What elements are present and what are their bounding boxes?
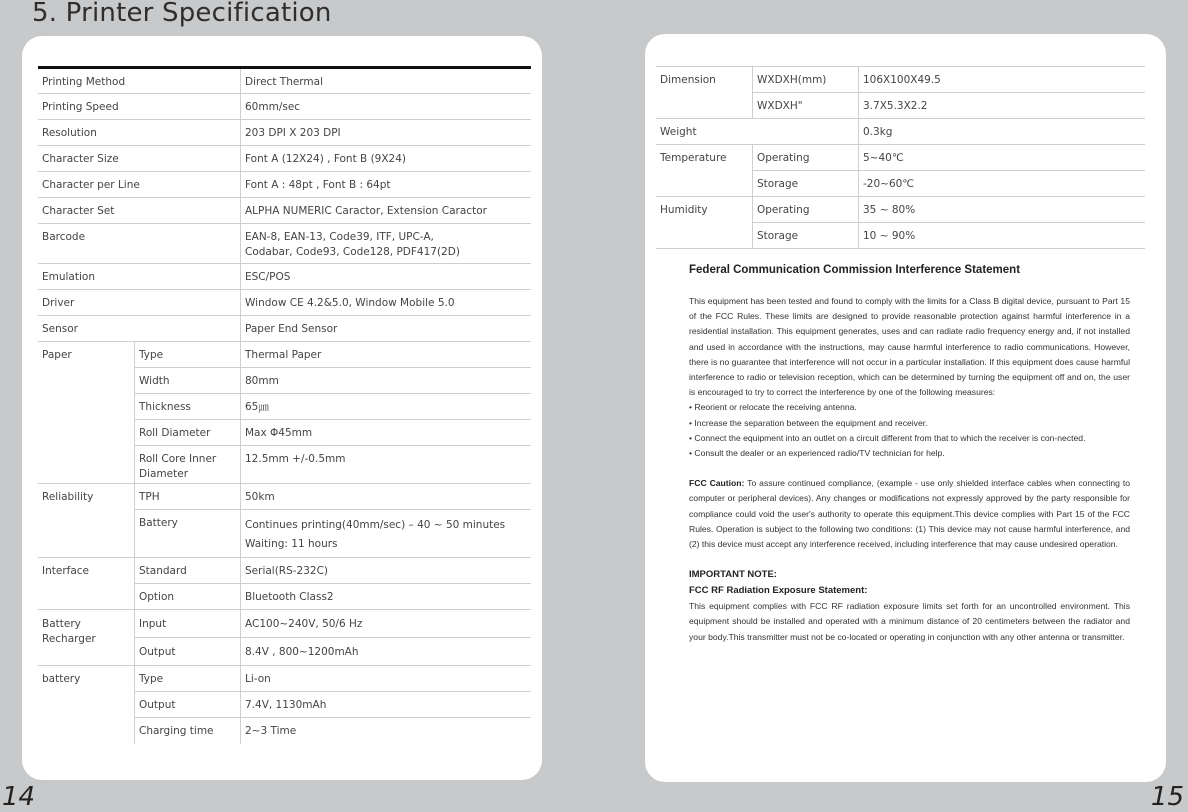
- spec-sublabel: Charging time: [139, 725, 214, 737]
- spec-label: Barcode: [42, 231, 86, 243]
- spec-value: Waiting: 11 hours: [245, 538, 338, 550]
- spec-value: AC100~240V, 50/6 Hz: [245, 618, 363, 630]
- table-row: [656, 119, 1145, 145]
- spec-sublabel: Thickness: [139, 401, 191, 413]
- group-label: Paper: [42, 349, 72, 361]
- table-row: [38, 146, 531, 172]
- spec-sublabel: WXDXH(mm): [757, 74, 827, 86]
- spec-label: Driver: [42, 297, 75, 309]
- group-label: Reliability: [42, 491, 94, 503]
- spec-value: Thermal Paper: [245, 349, 322, 361]
- spec-sublabel: Option: [139, 591, 175, 603]
- spec-sublabel: Roll Core Inner: [139, 453, 217, 465]
- spec-value: Font A : 48pt , Font B : 64pt: [245, 179, 391, 191]
- group-label: battery: [42, 673, 81, 685]
- spec-label: Weight: [660, 126, 697, 138]
- table-row: [38, 264, 531, 290]
- printer-spec-table: [38, 66, 531, 744]
- spec-label: Character Set: [42, 205, 115, 217]
- fcc-statement: [689, 264, 1130, 645]
- spec-value: Paper End Sensor: [245, 323, 338, 335]
- spec-label: Resolution: [42, 127, 97, 139]
- fcc-caution-text: To assure continued compliance, (example - use only shielded interface cables when connecting to computer or peripheral devices). Any changes or modifications not expressly approved by the party responsible for compliance could void the user's authority to operate this equipment.This device complies with Part 15 of the FCC Rules. Operation is subject to the following two conditions: (1) This device may not cause harmful interference, and (2) this device must accept any interference received, including interference that may cause undesired operation.: [689, 478, 1130, 550]
- spec-value: 80mm: [245, 375, 279, 387]
- rf-exposure-title: FCC RF Radiation Exposure Statement:: [689, 585, 868, 597]
- right-page-card: [645, 34, 1166, 782]
- table-row: [656, 197, 1145, 223]
- spec-sublabel: Diameter: [139, 468, 189, 480]
- page-title: 5. Printer Specification: [32, 0, 332, 28]
- spec-sublabel: TPH: [139, 491, 160, 503]
- table-row: [38, 666, 531, 692]
- spec-value: 106X100X49.5: [863, 74, 941, 86]
- spec-value: EAN-8, EAN-13, Code39, ITF, UPC-A,: [245, 231, 434, 243]
- table-row: [38, 172, 531, 198]
- spec-sublabel: Output: [139, 699, 176, 711]
- spec-value: 7.4V, 1130mAh: [245, 699, 327, 711]
- physical-spec-table: [656, 66, 1145, 249]
- group-label: Battery Recharger: [42, 618, 96, 645]
- table-row: [38, 68, 531, 94]
- spec-value: 0.3kg: [863, 126, 893, 138]
- spec-sublabel: Operating: [757, 204, 810, 216]
- spec-value: 8.4V , 800~1200mAh: [245, 646, 359, 658]
- table-row: [38, 198, 531, 224]
- spec-sublabel: Type: [139, 673, 164, 685]
- spec-sublabel: Input: [139, 618, 167, 630]
- fcc-caution-label: FCC Caution:: [689, 478, 745, 489]
- spec-sublabel: Output: [139, 646, 176, 658]
- spec-sublabel: Width: [139, 375, 170, 387]
- group-label: Temperature: [660, 152, 727, 164]
- spec-value: 203 DPI X 203 DPI: [245, 127, 341, 139]
- spec-value: 2~3 Time: [245, 725, 297, 737]
- spec-value: Li-on: [245, 673, 271, 685]
- table-row: [38, 94, 531, 120]
- spec-value: Max Φ45mm: [245, 427, 313, 439]
- spec-value: Window CE 4.2&5.0, Window Mobile 5.0: [245, 297, 455, 309]
- spec-value: ALPHA NUMERIC Caractor, Extension Caractor: [245, 205, 487, 217]
- fcc-title: Federal Communication Commission Interference Statement: [689, 264, 1021, 276]
- rf-exposure-text: This equipment complies with FCC RF radiation exposure limits set forth for an uncontrolled environment. This equipment should be installed and operated with a minimum distance of 20 centimeters between the radiator and your body.This transmitter must not be co-located or operating in conjunction with any other antenna or transmitter.: [689, 601, 1130, 642]
- spec-value: 10 ~ 90%: [863, 230, 916, 242]
- table-row: [38, 610, 531, 638]
- spec-sublabel: WXDXH": [757, 100, 803, 112]
- table-row: [38, 558, 531, 584]
- spec-value: Bluetooth Class2: [245, 591, 334, 603]
- fcc-bullet: • Reorient or relocate the receiving antenna.: [689, 402, 857, 413]
- spec-value: -20~60℃: [863, 178, 915, 190]
- spec-label: Character Size: [42, 153, 119, 165]
- spec-value: 50km: [245, 491, 275, 503]
- spec-sublabel: Roll Diameter: [139, 427, 211, 439]
- table-row: [38, 290, 531, 316]
- spec-value: Codabar, Code93, Code128, PDF417(2D): [245, 246, 460, 258]
- spec-sublabel: Operating: [757, 152, 810, 164]
- spec-value: 35 ~ 80%: [863, 204, 916, 216]
- spec-sublabel: Standard: [139, 565, 187, 577]
- spec-sublabel: Type: [139, 349, 164, 361]
- spec-value: Continues printing(40mm/sec) – 40 ~ 50 minutes: [245, 519, 506, 531]
- page-number-right: 15: [1150, 782, 1184, 812]
- table-row: [656, 145, 1145, 171]
- spec-sublabel: Storage: [757, 178, 799, 190]
- group-label: Interface: [42, 565, 90, 577]
- left-page-card: [22, 36, 542, 780]
- spec-value: 3.7X5.3X2.2: [863, 100, 928, 112]
- spec-value: Direct Thermal: [245, 76, 324, 88]
- table-row: [38, 342, 531, 368]
- spec-sublabel: Battery: [139, 517, 178, 529]
- table-row: [38, 224, 531, 264]
- fcc-bullet: • Connect the equipment into an outlet on a circuit different from that to which the receiver is con-nected.: [689, 432, 1086, 443]
- spec-label: Emulation: [42, 271, 95, 283]
- fcc-bullet: • Consult the dealer or an experienced radio/TV technician for help.: [689, 448, 945, 459]
- spec-value: 12.5mm +/-0.5mm: [245, 453, 346, 465]
- spec-label: Printing Method: [42, 76, 126, 88]
- spec-value: 65㎛: [245, 401, 269, 413]
- table-row: [38, 120, 531, 146]
- spec-value: ESC/POS: [245, 271, 291, 283]
- fcc-bullet: • Increase the separation between the equipment and receiver.: [689, 417, 928, 428]
- spec-value: Font A (12X24) , Font B (9X24): [245, 153, 407, 165]
- important-note-title: IMPORTANT NOTE:: [689, 569, 777, 581]
- spec-sublabel: Storage: [757, 230, 799, 242]
- spec-label: Character per Line: [42, 179, 140, 191]
- page-number-left: 14: [2, 782, 36, 812]
- group-label: Dimension: [660, 74, 716, 86]
- table-row: [656, 67, 1145, 93]
- spec-label: Printing Speed: [42, 101, 119, 113]
- spec-value: 5~40℃: [863, 152, 904, 164]
- table-row: [38, 316, 531, 342]
- fcc-paragraph: This equipment has been tested and found to comply with the limits for a Class B digital device, pursuant to Part 15 of the FCC Rules. These limits are designed to provide reasonable protection against harmful interference in a residential installation. This equipment generates, uses and can radiate radio frequency energy and, if not installed and used in accordance with the instructions, may cause harmful interference to radio communications. However, there is no guarantee that interference will not occur in a particular installation. If this equipment does cause harmful interference to radio or television reception, which can be determined by turning the equipment off and on, the user is encouraged to try to correct the interference by one of the following measures:: [689, 296, 1130, 398]
- table-row: [38, 484, 531, 510]
- fcc-caution: [689, 476, 1130, 552]
- group-label: Humidity: [660, 204, 708, 216]
- spec-value: 60mm/sec: [245, 101, 301, 113]
- spec-value: Serial(RS-232C): [245, 565, 329, 577]
- spec-label: Sensor: [42, 323, 78, 335]
